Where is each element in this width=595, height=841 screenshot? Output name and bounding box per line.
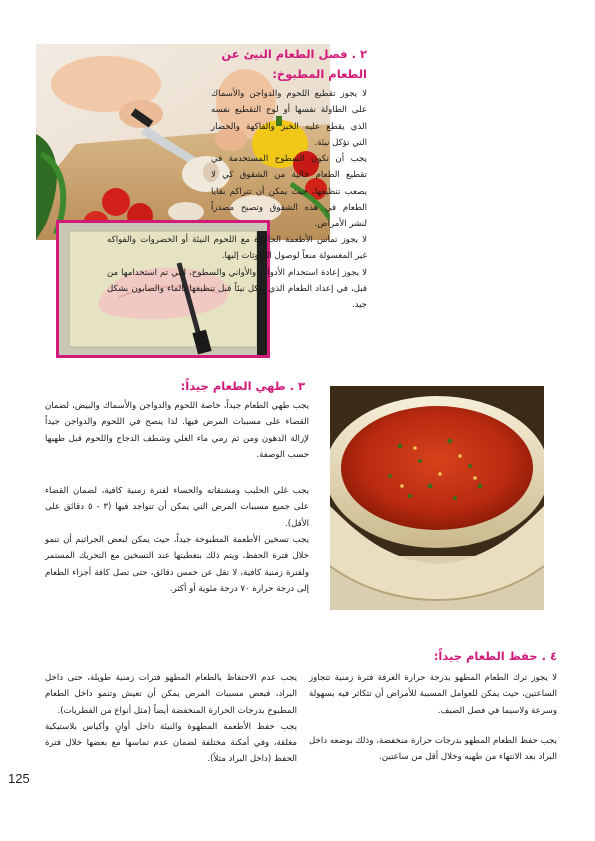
section3-paragraph: يجب تسخين الأطعمة المطبوخة جيداً، حيث يمكن لبعض الجراثيم أن تنمو خلال فترة الحفظ، ويتم ذلك بتغطيتها عند التسخين مع التحريك المستمر ولفترة زمنية كافية، لا تقل عن خمس دقائق، حتى تصل كافة أجزاء الطعام إلى درجة حرارة ٧٠ درجة مئوية أو أكثر. [45, 535, 309, 594]
section3-text [45, 398, 309, 597]
section2-heading: ٢ . فصل الطعام النيئ عن الطعام المطبوخ: [221, 47, 367, 81]
section3-paragraph: يجب طهي الطعام جيداً، خاصة اللحوم والدواجن والأسماك والبيض، لضمان القضاء على مسببات المرض فيها. لذا ينصح في اللحوم والدواجن جيداً لإزالة الدهون ومن ثم رمي ماء الغلي وشطف الدجاج واللحوم قبل طهيها حسب الوصفة. [45, 401, 309, 460]
page-number: 125 [8, 771, 30, 786]
section2-paragraph: لا يجوز إعادة استخدام الأدوات والأواني والسطوح، التي تم استخدامها من قبل، في إعداد الطعام الذي يؤكل نيئاً قبل تنظيفها بالماء والصابون بشكل جيد. [107, 267, 367, 311]
section4-paragraph: لا يجوز ترك الطعام المطهو بدرجة حرارة الغرفة فترة زمنية تتجاوز الساعتين، حيث يمكن للعوامل المسببة للأمراض أن تتكاثر فيه بسهولة وسرعة ولاسيما في فصل الصيف. [309, 673, 557, 716]
section4-text-right [309, 670, 557, 765]
tomato-soup-bowl-photo [330, 386, 544, 610]
section3-paragraph: يجب غلي الحليب ومشتقاته والحساء لفترة زمنية كافية، لضمان القضاء على جميع مسببات المرض التي يمكن أن تتواجد فيها (٣ - ٥ دقائق على الأقل). [45, 486, 309, 529]
section2-paragraph: لا يجوز تماس الأطعمة الجاهزة مع اللحوم النيئة أو الخضروات والفواكه غير المغسولة منعاً لوصول الملوثات إليها. [107, 235, 367, 262]
section4-text-left [45, 670, 297, 768]
section3-heading: ٣ . طهي الطعام جيداً: [180, 379, 305, 393]
section2-paragraph: يجب أن تكون السطوح المستخدمة في تقطيع الطعام خالية من الشقوق كي لا يصعب تنظيفها، حيث يمكن أن تتراكم بقايا الطعام في هذه الشقوق وتصبح مصدراً لنشر الأمراض. [211, 154, 367, 230]
section2-paragraph: لا يجوز تقطيع اللحوم والدواجن والأسماك على الطاولة نفسها أو لوح التقطيع نفسه الذي يقطع عليه الخبز والفاكهة والخضار التي تؤكل نيئة. [211, 89, 367, 148]
section2-text-upper [211, 86, 367, 233]
section4-paragraph: يجب حفظ الطعام المطهو بدرجات حرارة منخفضة، وذلك بوضعه داخل البراد بعد الانتهاء من طهيه وخلال أقل من ساعتين. [309, 735, 557, 763]
section2-text-lower [107, 232, 367, 313]
section4-paragraph: يجب حفظ الأطعمة المطهوة والنيئة داخل أوانٍ وأكياس بلاستيكية مغلقة، وفي أمكنة مختلفة لضمان عدم تماسها مع بعضها خلال فترة الحفظ (داخل البراد مثلاً). [45, 721, 297, 765]
section4-paragraph: يجب عدم الاحتفاظ بالطعام المطهو فترات زمنية طويلة، حتى داخل البراد، فبعض مسببات المرض يمكن أن تعيش وتنمو داخل الطعام المطبوخ بدرجات الحرارة المنخفضة أيضاً (مثل أنواع من الفطريات). [45, 673, 297, 716]
section4-heading: ٤ . حفظ الطعام جيداً: [433, 649, 557, 663]
